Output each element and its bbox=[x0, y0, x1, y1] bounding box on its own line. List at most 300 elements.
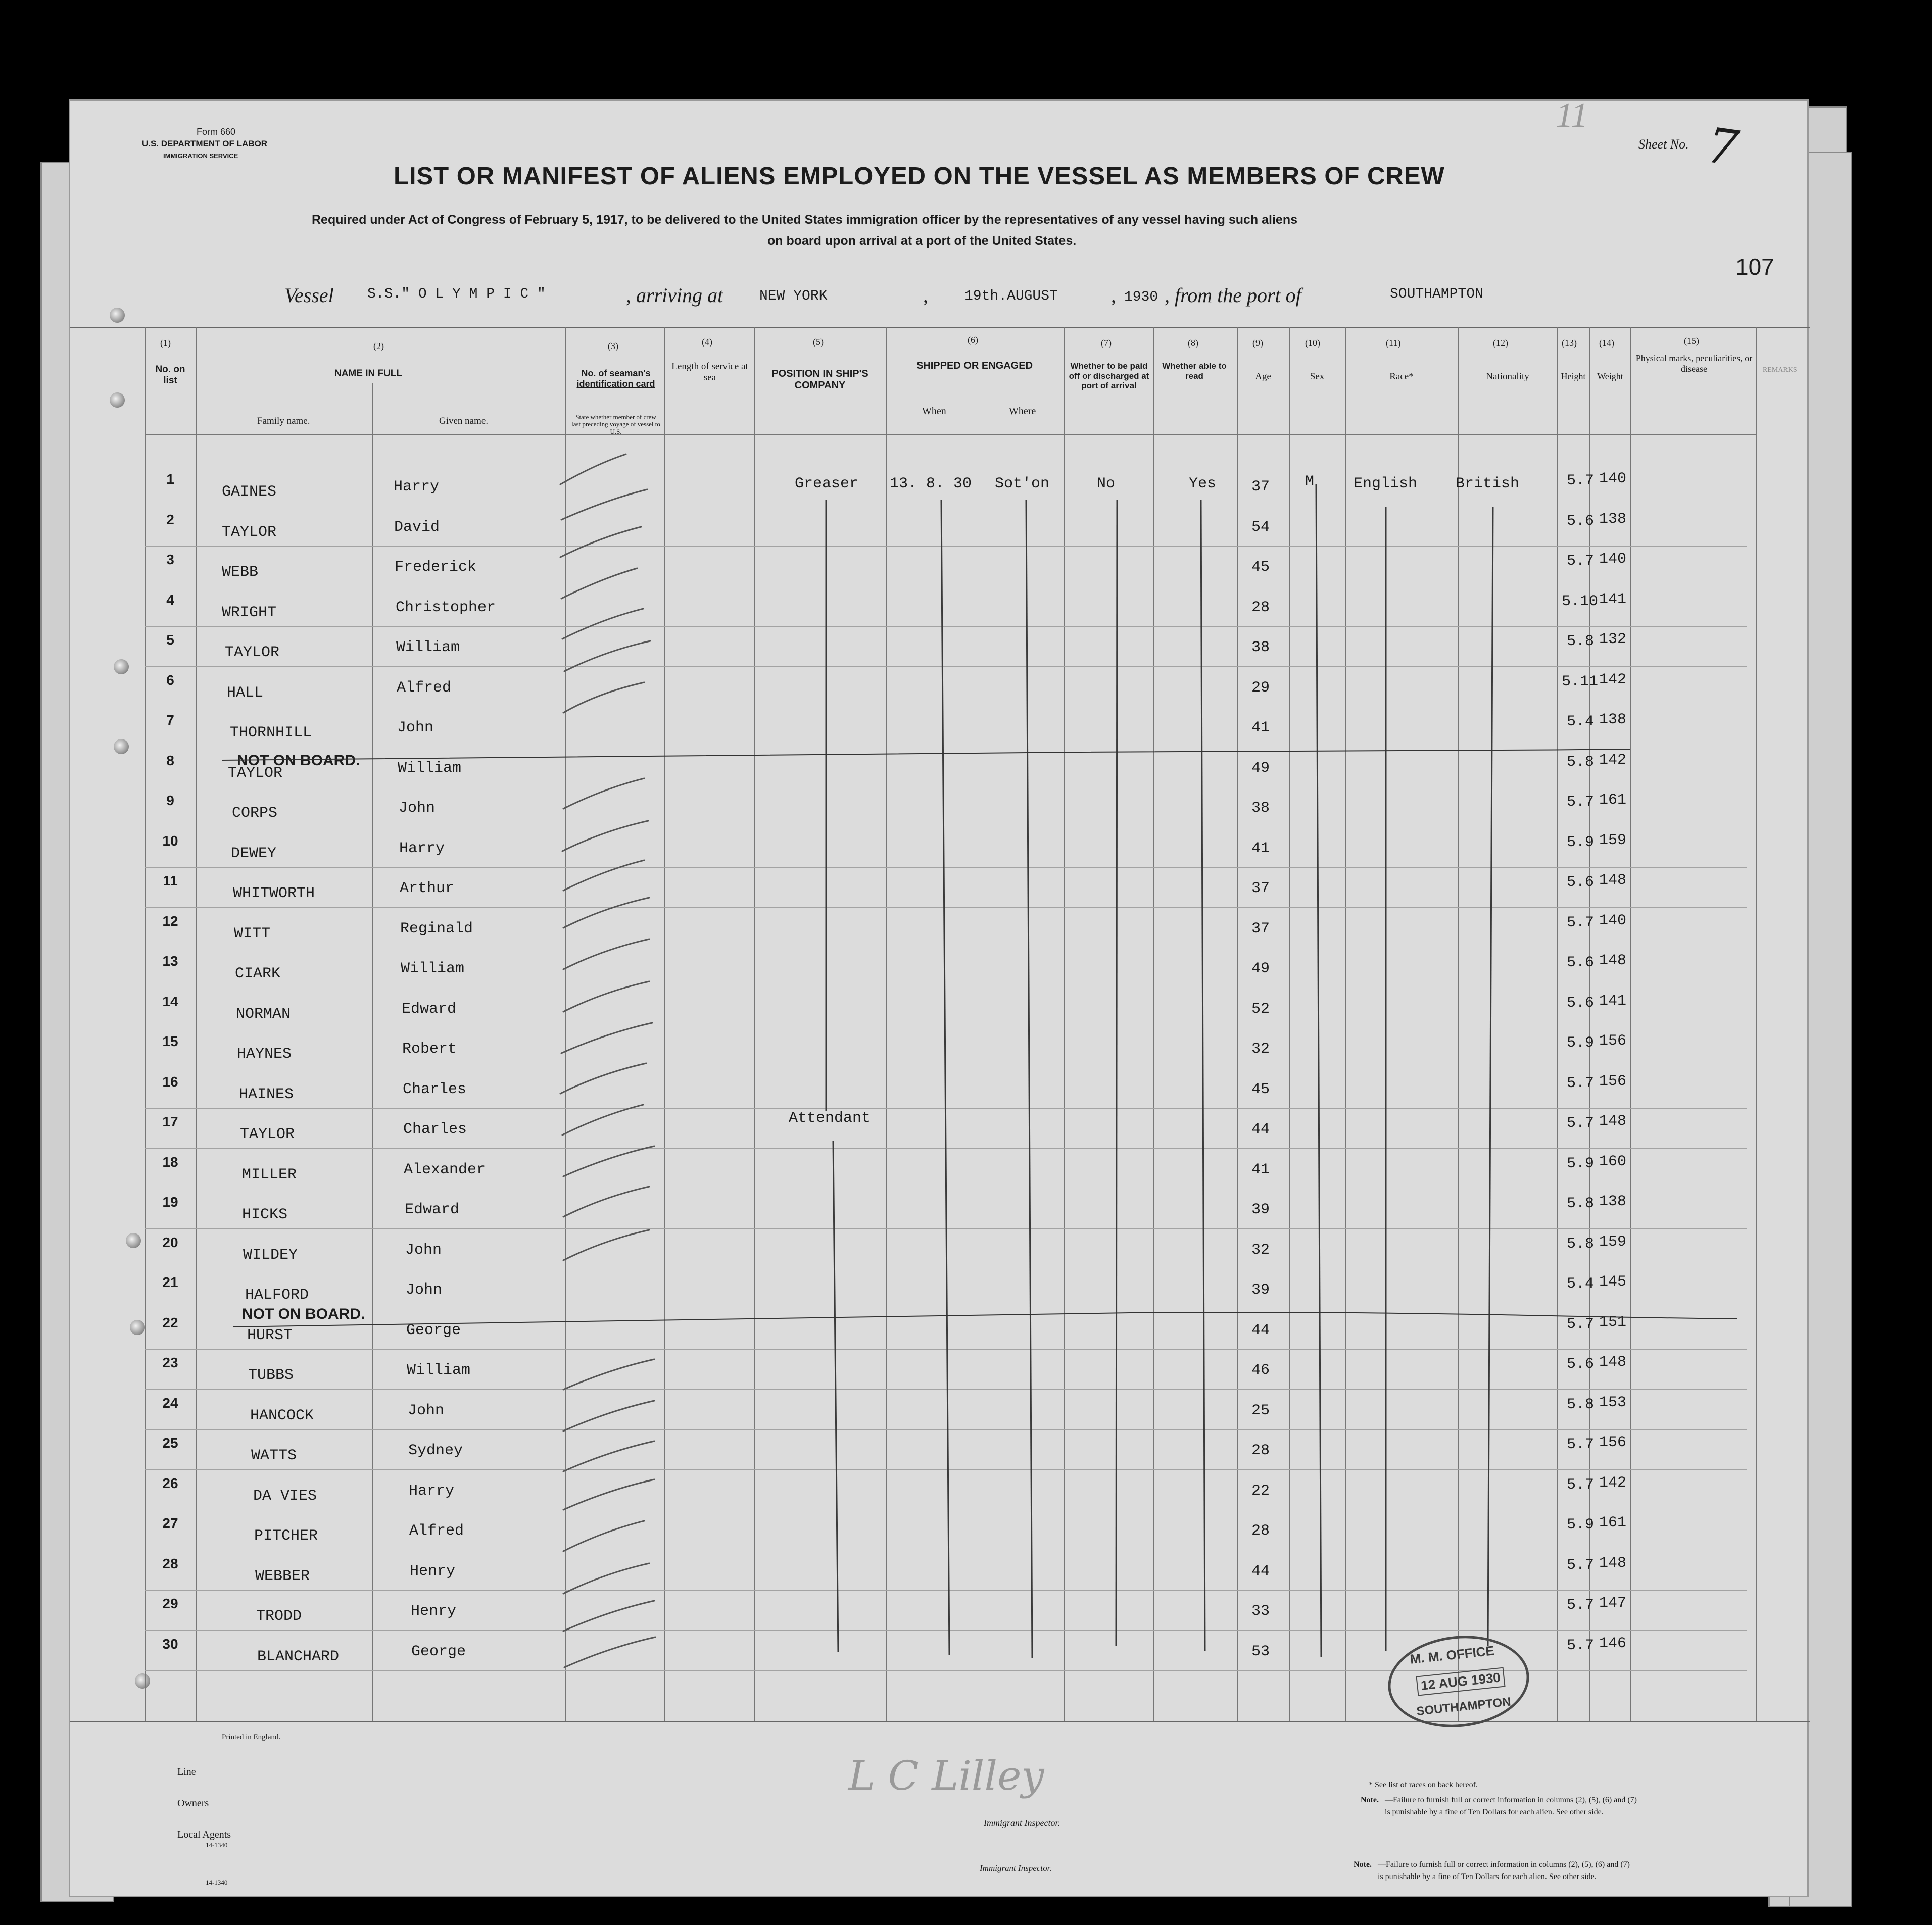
row-number: 20 bbox=[162, 1235, 178, 1250]
given-name: John bbox=[399, 800, 436, 817]
row-rule bbox=[145, 1590, 1747, 1591]
footer-owners-label: Owners bbox=[177, 1798, 209, 1809]
punch-hole bbox=[126, 1233, 141, 1248]
punch-hole bbox=[114, 739, 129, 754]
row-rule bbox=[145, 1429, 1747, 1430]
row-number: 1 bbox=[166, 471, 174, 487]
races-note: * See list of races on back hereof. bbox=[1369, 1781, 1478, 1789]
sheet-label: Sheet No. bbox=[1638, 137, 1689, 152]
height: 5.7 bbox=[1567, 1436, 1595, 1453]
given-name: Henry bbox=[410, 1563, 456, 1580]
given-name: Robert bbox=[402, 1041, 457, 1058]
col-rule bbox=[1289, 327, 1290, 1721]
given-name: Edward bbox=[402, 1001, 457, 1018]
department-name: U.S. DEPARTMENT OF LABOR bbox=[142, 139, 268, 149]
age: 28 bbox=[1251, 599, 1270, 616]
row-number: 30 bbox=[162, 1636, 178, 1652]
family-name: WATTS bbox=[251, 1447, 297, 1464]
weight: 140 bbox=[1599, 470, 1627, 487]
position-attendant: Attendant bbox=[789, 1110, 871, 1127]
stamp-date-text: 12 AUG 1930 bbox=[1416, 1667, 1505, 1696]
not-on-board-label: NOT ON BOARD. bbox=[242, 1306, 365, 1322]
col-rule bbox=[886, 327, 887, 1721]
row-rule bbox=[145, 1108, 1747, 1109]
family-name: MILLER bbox=[242, 1166, 297, 1183]
col-label-where: Where bbox=[1009, 406, 1036, 417]
family-name: HICKS bbox=[242, 1206, 288, 1223]
row-number: 26 bbox=[162, 1475, 178, 1491]
age: 32 bbox=[1251, 1242, 1270, 1259]
family-name: CORPS bbox=[232, 805, 278, 822]
age: 49 bbox=[1251, 760, 1270, 777]
page-title: LIST OR MANIFEST OF ALIENS EMPLOYED ON THE VESSEL AS MEMBERS OF CREW bbox=[394, 163, 1445, 190]
given-name: Charles bbox=[403, 1081, 467, 1098]
age: 39 bbox=[1251, 1281, 1270, 1299]
stamp-top-text: M. M. OFFICE bbox=[1409, 1643, 1495, 1667]
age: 53 bbox=[1251, 1643, 1270, 1660]
weight: 148 bbox=[1599, 1113, 1627, 1130]
weight: 148 bbox=[1599, 1555, 1627, 1572]
given-name: David bbox=[394, 519, 440, 536]
row-number: 5 bbox=[166, 632, 174, 648]
given-name: Christopher bbox=[396, 599, 496, 616]
age: 44 bbox=[1251, 1322, 1270, 1339]
row-number: 11 bbox=[163, 873, 178, 889]
row-number: 27 bbox=[162, 1515, 178, 1531]
row-rule bbox=[145, 666, 1747, 667]
comma-1: , bbox=[923, 284, 928, 307]
subtitle-line-1: Required under Act of Congress of February 5, 1917, to be delivered to the United States immigration officer by the representatives of any vessel having such aliens bbox=[312, 213, 1297, 227]
row-number: 14 bbox=[162, 994, 178, 1009]
given-name: William bbox=[401, 960, 465, 977]
age: 39 bbox=[1251, 1201, 1270, 1218]
col-num-5: (5) bbox=[813, 337, 824, 347]
given-name: George bbox=[406, 1322, 461, 1339]
family-name: WITT bbox=[234, 925, 271, 943]
row-number: 7 bbox=[166, 712, 174, 728]
punch-hole bbox=[135, 1673, 150, 1689]
family-name: TAYLOR bbox=[228, 765, 283, 782]
family-name: DA VIES bbox=[253, 1488, 317, 1505]
col-label-able-to-read: Whether able to read bbox=[1162, 361, 1227, 381]
row-number: 13 bbox=[162, 953, 178, 969]
weight: 159 bbox=[1599, 832, 1627, 849]
col-rule bbox=[1630, 327, 1631, 1721]
age: 49 bbox=[1251, 960, 1270, 977]
col-num-10: (10) bbox=[1305, 338, 1320, 348]
col-num-11: (11) bbox=[1386, 338, 1401, 348]
col-num-4: (4) bbox=[702, 337, 712, 347]
family-name: HAYNES bbox=[237, 1046, 292, 1063]
given-name: Frederick bbox=[395, 559, 477, 576]
weight: 140 bbox=[1599, 912, 1627, 929]
age: 33 bbox=[1251, 1603, 1270, 1620]
arrival-port: NEW YORK bbox=[759, 288, 828, 304]
family-name: WEBBER bbox=[255, 1568, 310, 1585]
race-value: English bbox=[1354, 475, 1418, 492]
height: 5.7 bbox=[1567, 1637, 1595, 1654]
weight: 156 bbox=[1599, 1032, 1627, 1050]
footer-form-code: 14-1340 bbox=[206, 1841, 228, 1849]
col-num-6: (6) bbox=[968, 335, 978, 345]
shipped-when: 13. 8. 30 bbox=[890, 475, 972, 492]
row-number: 24 bbox=[162, 1395, 178, 1411]
row-number: 17 bbox=[162, 1114, 178, 1129]
family-name: WILDEY bbox=[243, 1247, 298, 1264]
age: 44 bbox=[1251, 1121, 1270, 1138]
age: 45 bbox=[1251, 559, 1270, 576]
punch-hole bbox=[110, 392, 125, 408]
given-name: Alfred bbox=[409, 1522, 464, 1540]
weight: 132 bbox=[1599, 631, 1627, 648]
col-label-no-on-list: No. on list bbox=[155, 364, 185, 386]
printed-in-england: Printed in England. bbox=[222, 1733, 281, 1741]
note-text-2-1: —Failure to furnish full or correct information in columns (2), (5), (6) and (7) bbox=[1378, 1860, 1630, 1869]
age: 41 bbox=[1251, 1161, 1270, 1178]
height: 5.7 bbox=[1567, 472, 1595, 489]
weight: 148 bbox=[1599, 872, 1627, 889]
row-rule bbox=[145, 867, 1747, 868]
page-number: 107 bbox=[1735, 254, 1774, 280]
weight: 138 bbox=[1599, 711, 1627, 728]
weight: 141 bbox=[1599, 993, 1627, 1010]
row-number: 8 bbox=[166, 753, 174, 768]
weight: 142 bbox=[1599, 1474, 1627, 1492]
weight: 148 bbox=[1599, 952, 1627, 969]
col-num-9: (9) bbox=[1252, 338, 1263, 348]
weight: 141 bbox=[1599, 591, 1627, 608]
family-name: HALFORD bbox=[245, 1287, 309, 1304]
age: 29 bbox=[1251, 679, 1270, 697]
given-name: John bbox=[405, 1242, 442, 1259]
col-note-id-card: State whether member of crew last preceding voyage of vessel to U.S. bbox=[571, 413, 660, 435]
given-name: George bbox=[411, 1643, 466, 1660]
given-name: Harry bbox=[399, 840, 445, 857]
punch-hole bbox=[110, 308, 125, 323]
row-number: 6 bbox=[166, 672, 174, 688]
sheet-number: 7 bbox=[1703, 117, 1742, 177]
from-port-label: , from the port of bbox=[1165, 284, 1301, 307]
family-name: DEWEY bbox=[231, 845, 277, 862]
col-rule bbox=[664, 327, 665, 1721]
age: 38 bbox=[1251, 639, 1270, 656]
given-name: Henry bbox=[411, 1603, 457, 1620]
given-name: Charles bbox=[403, 1121, 467, 1138]
immigrant-inspector-label-2: Immigrant Inspector. bbox=[980, 1863, 1052, 1873]
inspector-signature: L C Lilley bbox=[848, 1752, 1044, 1799]
col-label-id-card: No. of seaman's identification card bbox=[576, 368, 655, 389]
paid-off-value: No bbox=[1097, 475, 1116, 492]
col-label-length-of-service: Length of service at sea bbox=[671, 361, 748, 383]
family-name: HANCOCK bbox=[250, 1407, 314, 1424]
vessel-name: S.S." O L Y M P I C " bbox=[367, 286, 546, 302]
age: 37 bbox=[1251, 478, 1270, 496]
col-label-remarks: REMARKS bbox=[1763, 366, 1797, 374]
mm-office-stamp bbox=[1383, 1629, 1533, 1734]
age: 41 bbox=[1251, 719, 1270, 736]
weight: 161 bbox=[1599, 792, 1627, 809]
weight: 145 bbox=[1599, 1273, 1627, 1291]
height: 5.6 bbox=[1567, 954, 1595, 971]
height: 5.9 bbox=[1567, 1034, 1595, 1052]
age: 22 bbox=[1251, 1483, 1270, 1500]
family-name: CIARK bbox=[235, 965, 281, 982]
height: 5.7 bbox=[1567, 1597, 1595, 1614]
table-bottom-rule bbox=[70, 1721, 1810, 1722]
given-name: Alfred bbox=[397, 679, 452, 697]
note-text-2-2: is punishable by a fine of Ten Dollars for each alien. See other side. bbox=[1378, 1872, 1597, 1881]
col-rule bbox=[1557, 327, 1558, 1721]
height: 5.9 bbox=[1567, 1155, 1595, 1172]
col-label-sex: Sex bbox=[1310, 371, 1325, 382]
row-rule bbox=[145, 546, 1747, 547]
weight: 151 bbox=[1599, 1314, 1627, 1331]
weight: 142 bbox=[1599, 752, 1627, 769]
family-name: TRODD bbox=[256, 1608, 302, 1625]
family-name: NORMAN bbox=[236, 1006, 291, 1023]
col-label-nationality: Nationality bbox=[1486, 371, 1529, 382]
col-rule bbox=[196, 327, 197, 1721]
height: 5.7 bbox=[1567, 794, 1595, 811]
family-name: TAYLOR bbox=[240, 1126, 295, 1143]
age: 41 bbox=[1251, 840, 1270, 857]
age: 28 bbox=[1251, 1522, 1270, 1540]
row-number: 2 bbox=[166, 512, 174, 527]
col-rule bbox=[565, 327, 566, 1721]
row-number: 21 bbox=[162, 1274, 178, 1290]
col-label-age: Age bbox=[1255, 371, 1271, 382]
row-number: 23 bbox=[162, 1355, 178, 1370]
subtitle-line-2: on board upon arrival at a port of the United States. bbox=[767, 234, 1077, 248]
shipped-where: Sot'on bbox=[995, 475, 1050, 492]
row-number: 10 bbox=[162, 833, 178, 849]
given-name: William bbox=[398, 760, 462, 777]
family-name: PITCHER bbox=[254, 1527, 318, 1545]
row-number: 15 bbox=[162, 1033, 178, 1049]
service-name: IMMIGRATION SERVICE bbox=[163, 152, 238, 160]
age: 37 bbox=[1251, 920, 1270, 937]
col-rule bbox=[1458, 327, 1459, 1721]
col-label-physical-marks: Physical marks, peculiarities, or disease bbox=[1635, 353, 1753, 374]
weight: 146 bbox=[1599, 1635, 1627, 1652]
row-number: 4 bbox=[166, 592, 174, 608]
row-number: 12 bbox=[162, 913, 178, 929]
nationality-value: British bbox=[1456, 475, 1520, 492]
height: 5.9 bbox=[1567, 1516, 1595, 1534]
height: 5.9 bbox=[1567, 834, 1595, 851]
family-name: WRIGHT bbox=[222, 604, 277, 621]
col-num-13: (13) bbox=[1562, 338, 1577, 348]
footer-form-code-2: 14-1340 bbox=[206, 1879, 228, 1886]
age: 28 bbox=[1251, 1442, 1270, 1459]
not-on-board-label: NOT ON BOARD. bbox=[237, 752, 360, 769]
height: 5.7 bbox=[1567, 1316, 1595, 1333]
height: 5.7 bbox=[1567, 1115, 1595, 1132]
col-rule bbox=[1589, 327, 1590, 1721]
age: 32 bbox=[1251, 1041, 1270, 1058]
weight: 148 bbox=[1599, 1354, 1627, 1371]
age: 45 bbox=[1251, 1081, 1270, 1098]
from-port: SOUTHAMPTON bbox=[1390, 286, 1483, 302]
position-greaser: Greaser bbox=[795, 475, 859, 492]
height: 5.10 bbox=[1562, 593, 1599, 610]
col-label-shipped-engaged: SHIPPED OR ENGAGED bbox=[916, 360, 1033, 371]
height: 5.6 bbox=[1567, 995, 1595, 1012]
col-num-2: (2) bbox=[373, 341, 384, 351]
row-number: 19 bbox=[162, 1194, 178, 1210]
age: 52 bbox=[1251, 1001, 1270, 1018]
age: 37 bbox=[1251, 880, 1270, 897]
row-rule bbox=[145, 907, 1747, 908]
row-number: 22 bbox=[162, 1315, 178, 1330]
age: 46 bbox=[1251, 1362, 1270, 1379]
weight: 161 bbox=[1599, 1514, 1627, 1532]
weight: 159 bbox=[1599, 1233, 1627, 1251]
weight: 142 bbox=[1599, 671, 1627, 688]
col-rule bbox=[1756, 327, 1757, 1721]
arriving-label: , arriving at bbox=[626, 284, 723, 307]
weight: 156 bbox=[1599, 1073, 1627, 1090]
row-number: 16 bbox=[162, 1074, 178, 1090]
given-name: Reginald bbox=[400, 920, 473, 937]
height: 5.7 bbox=[1567, 1557, 1595, 1574]
given-name: Edward bbox=[405, 1201, 460, 1218]
weight: 156 bbox=[1599, 1434, 1627, 1451]
row-rule bbox=[145, 626, 1747, 627]
height: 5.6 bbox=[1567, 513, 1595, 530]
given-name: Alexander bbox=[404, 1161, 486, 1178]
given-name: Arthur bbox=[400, 880, 455, 897]
col-label-paid-off: Whether to be paid off or discharged at port of arrival bbox=[1069, 361, 1149, 391]
row-number: 25 bbox=[162, 1435, 178, 1451]
family-name: THORNHILL bbox=[230, 724, 312, 742]
form-number: Form 660 bbox=[197, 127, 236, 137]
col-label-family-name: Family name. bbox=[257, 416, 310, 426]
height: 5.7 bbox=[1567, 1075, 1595, 1092]
row-number: 9 bbox=[166, 793, 174, 808]
col-rule bbox=[145, 327, 146, 1721]
col-rule bbox=[372, 383, 373, 1721]
height: 5.7 bbox=[1567, 914, 1595, 931]
given-name: Harry bbox=[394, 478, 440, 496]
col-rule bbox=[1153, 327, 1154, 1721]
col-num-12: (12) bbox=[1493, 338, 1508, 348]
col-rule bbox=[1345, 327, 1346, 1721]
note-label-2: Note. bbox=[1354, 1860, 1372, 1869]
row-number: 28 bbox=[162, 1556, 178, 1571]
arrival-year: 1930 bbox=[1124, 289, 1158, 305]
immigrant-inspector-label: Immigrant Inspector. bbox=[984, 1818, 1060, 1828]
col-num-8: (8) bbox=[1188, 338, 1198, 348]
weight: 140 bbox=[1599, 551, 1627, 568]
col-rule bbox=[754, 327, 755, 1721]
family-name: WEBB bbox=[222, 564, 259, 581]
col-label-weight: Weight bbox=[1597, 371, 1623, 381]
family-name: TAYLOR bbox=[225, 644, 280, 661]
height: 5.4 bbox=[1567, 713, 1595, 730]
row-rule bbox=[145, 1148, 1747, 1149]
weight: 153 bbox=[1599, 1394, 1627, 1411]
note-text-1: —Failure to furnish full or correct information in columns (2), (5), (6) and (7) bbox=[1385, 1796, 1637, 1804]
able-to-read-value: Yes bbox=[1189, 475, 1217, 492]
col-num-15: (15) bbox=[1684, 336, 1699, 346]
col-label-height: Height bbox=[1561, 371, 1586, 381]
row-rule bbox=[145, 1389, 1747, 1390]
row-rule bbox=[145, 1349, 1747, 1350]
family-name: TAYLOR bbox=[222, 524, 277, 541]
height: 5.8 bbox=[1567, 1396, 1595, 1413]
family-name: HURST bbox=[247, 1327, 293, 1344]
row-rule bbox=[145, 1469, 1747, 1470]
family-name: GAINES bbox=[222, 483, 277, 501]
arrival-date: 19th.AUGUST bbox=[964, 288, 1058, 304]
height: 5.8 bbox=[1567, 754, 1595, 771]
manifest-sheet bbox=[69, 96, 1809, 1897]
col-num-1: (1) bbox=[160, 338, 171, 348]
given-name: Sydney bbox=[408, 1442, 463, 1459]
family-name: HAINES bbox=[239, 1086, 294, 1103]
punch-hole bbox=[130, 1320, 145, 1335]
age: 44 bbox=[1251, 1563, 1270, 1580]
height: 5.8 bbox=[1567, 1236, 1595, 1253]
col-rule bbox=[1237, 327, 1238, 1721]
weight: 160 bbox=[1599, 1153, 1627, 1170]
age: 38 bbox=[1251, 800, 1270, 817]
height: 5.7 bbox=[1567, 1476, 1595, 1494]
sex-value: M bbox=[1305, 473, 1315, 490]
col-label-position: POSITION IN SHIP'S COMPANY bbox=[771, 368, 868, 391]
given-name: John bbox=[397, 719, 434, 736]
given-name: John bbox=[406, 1281, 443, 1299]
family-name: BLANCHARD bbox=[257, 1648, 340, 1665]
height: 5.7 bbox=[1567, 553, 1595, 570]
row-number: 18 bbox=[162, 1154, 178, 1170]
row-rule bbox=[145, 1630, 1747, 1631]
row-rule bbox=[145, 1228, 1747, 1229]
col-rule bbox=[1064, 327, 1065, 1721]
height: 5.6 bbox=[1567, 874, 1595, 891]
height: 5.8 bbox=[1567, 1195, 1595, 1212]
height: 5.6 bbox=[1567, 1356, 1595, 1373]
header-bottom-rule bbox=[145, 434, 1757, 435]
row-number: 29 bbox=[162, 1596, 178, 1611]
family-name: HALL bbox=[227, 684, 264, 702]
footer-line-label: Line bbox=[177, 1766, 196, 1778]
comma-2: , bbox=[1111, 284, 1116, 307]
height: 5.11 bbox=[1562, 673, 1599, 690]
given-name: Harry bbox=[409, 1483, 455, 1500]
col-label-given-name: Given name. bbox=[439, 416, 489, 426]
given-name: John bbox=[408, 1402, 445, 1419]
stamp-bottom-text: SOUTHAMPTON bbox=[1416, 1695, 1512, 1718]
corner-mark: 11 bbox=[1556, 96, 1588, 135]
height: 5.4 bbox=[1567, 1275, 1595, 1293]
row-number: 3 bbox=[166, 552, 174, 567]
weight: 147 bbox=[1599, 1595, 1627, 1612]
given-name: William bbox=[396, 639, 460, 656]
footer-local-agents-label: Local Agents bbox=[177, 1829, 231, 1840]
vessel-label: Vessel bbox=[284, 284, 334, 307]
given-name: William bbox=[407, 1362, 471, 1379]
col-num-3: (3) bbox=[608, 341, 618, 351]
family-name: WHITWORTH bbox=[233, 885, 315, 902]
family-name: TUBBS bbox=[248, 1367, 294, 1384]
weight: 138 bbox=[1599, 511, 1627, 528]
punch-hole bbox=[114, 659, 129, 674]
age: 54 bbox=[1251, 519, 1270, 536]
col-num-7: (7) bbox=[1101, 338, 1112, 348]
note-text-2: is punishable by a fine of Ten Dollars for each alien. See other side. bbox=[1385, 1808, 1604, 1816]
